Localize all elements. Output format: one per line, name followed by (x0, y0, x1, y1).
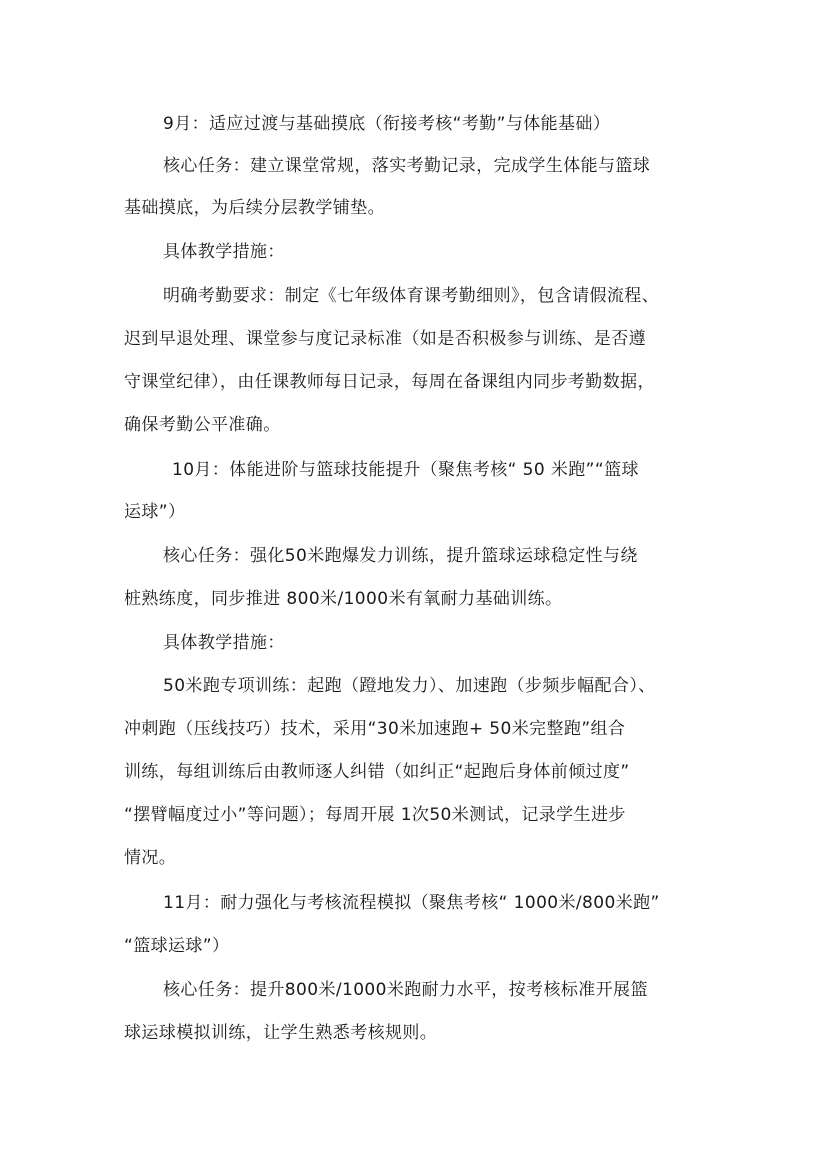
body-line: “摆臂幅度过小”等问题）；每周开展 1次50米测试，记录学生进步 (124, 805, 626, 825)
section-heading-november: “篮球运球”） (124, 936, 230, 956)
body-line: 冲刺跑（压线技巧）技术，采用“30米加速跑+ 50米完整跑”组合 (124, 719, 626, 739)
core-task-line: 桩熟练度，同步推进 800米/1000米有氧耐力基础训练。 (124, 589, 563, 609)
section-heading-october: 运球”） (124, 502, 186, 522)
body-line: 训练，每组训练后由教师逐人纠错（如纠正“起跑后身体前倾过度” (124, 762, 630, 782)
body-line: 迟到早退处理、课堂参与度记录标准（如是否积极参与训练、是否遵 (124, 329, 646, 349)
body-line: 守课堂纪律），由任课教师每日记录，每周在备课组内同步考勤数据， (124, 372, 655, 392)
body-line: 50米跑专项训练：起跑（蹬地发力）、加速跑（步频步幅配合）、 (163, 676, 656, 696)
section-heading-november: 11月：耐力强化与考核流程模拟（聚焦考核“ 1000米/800米跑” (163, 893, 660, 913)
core-task-line: 核心任务：提升800米/1000米跑耐力水平，按考核标准开展篮 (163, 980, 648, 1000)
body-line: 情况。 (124, 848, 177, 868)
section-heading-september: 9月：适应过渡与基础摸底（衔接考核“考勤”与体能基础） (163, 114, 611, 134)
body-line: 明确考勤要求：制定《七年级体育课考勤细则》，包含请假流程、 (163, 286, 660, 306)
section-heading-october: 10月：体能进阶与篮球技能提升（聚焦考核“ 50 米跑”“篮球 (172, 460, 639, 480)
measures-heading: 具体教学措施： (163, 242, 285, 262)
core-task-line: 球运球模拟训练，让学生熟悉考核规则。 (124, 1023, 438, 1043)
core-task-line: 核心任务：建立课堂常规，落实考勤记录，完成学生体能与篮球 (163, 156, 651, 176)
core-task-line: 核心任务：强化50米跑爆发力训练，提升篮球运球稳定性与绕 (163, 546, 638, 566)
measures-heading: 具体教学措施： (163, 633, 285, 653)
core-task-line: 基础摸底，为后续分层教学铺垫。 (124, 198, 385, 218)
body-line: 确保考勤公平准确。 (124, 415, 281, 435)
